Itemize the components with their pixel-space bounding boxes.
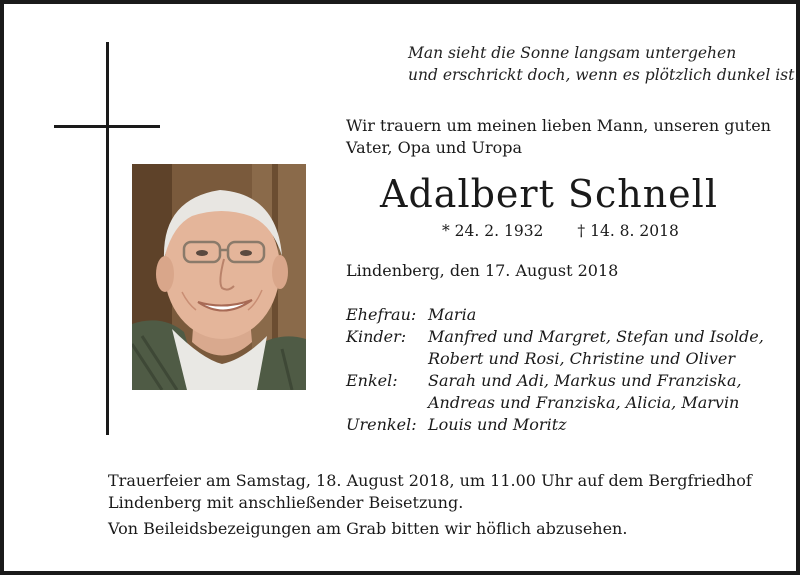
place-and-date: Lindenberg, den 17. August 2018 [346, 261, 619, 280]
funeral-info [108, 470, 752, 540]
cross-icon-horizontal-bar [54, 125, 160, 128]
family-row-children [346, 326, 764, 370]
birth-date: * 24. 2. 1932 [442, 222, 544, 240]
family-list [346, 304, 764, 436]
family-label: Ehefrau: [346, 305, 417, 324]
cross-icon-vertical-bar [106, 42, 109, 435]
life-dates [442, 220, 679, 242]
mourning-intro [346, 115, 771, 159]
motto-line: und erschrickt doch, wenn es plötzlich dunkel ist. [408, 66, 800, 84]
intro-line: Vater, Opa und Uropa [346, 138, 523, 157]
motto-quote [408, 42, 799, 86]
family-names-line: Sarah und Adi, Markus und Franziska, [428, 371, 742, 390]
family-label: Urenkel: [346, 415, 417, 434]
family-names-line: Andreas und Franziska, Alicia, Marvin [428, 393, 740, 412]
family-label: Kinder: [346, 327, 407, 346]
family-names-line: Robert und Rosi, Christine und Oliver [428, 349, 736, 368]
intro-line: Wir trauern um meinen lieben Mann, unseren guten [346, 116, 771, 135]
family-names-line: Louis und Moritz [428, 415, 567, 434]
family-names-line: Manfred und Margret, Stefan und Isolde, [428, 327, 764, 346]
portrait-photo [132, 164, 306, 390]
family-row-great-grandchildren [346, 414, 764, 436]
death-date: † 14. 8. 2018 [577, 222, 679, 240]
motto-line: Man sieht die Sonne langsam untergehen [408, 44, 737, 62]
family-row-spouse [346, 304, 764, 326]
funeral-info-line: Lindenberg mit anschließender Beisetzung. [108, 493, 464, 512]
family-label: Enkel: [346, 371, 398, 390]
condolence-note: Von Beileidsbezeigungen am Grab bitten wir höflich abzusehen. [108, 519, 628, 538]
funeral-info-line: Trauerfeier am Samstag, 18. August 2018, um 11.00 Uhr auf dem Bergfriedhof [108, 471, 752, 490]
family-row-grandchildren [346, 370, 764, 414]
deceased-name: Adalbert Schnell [380, 172, 718, 216]
family-names-line: Maria [428, 305, 477, 324]
